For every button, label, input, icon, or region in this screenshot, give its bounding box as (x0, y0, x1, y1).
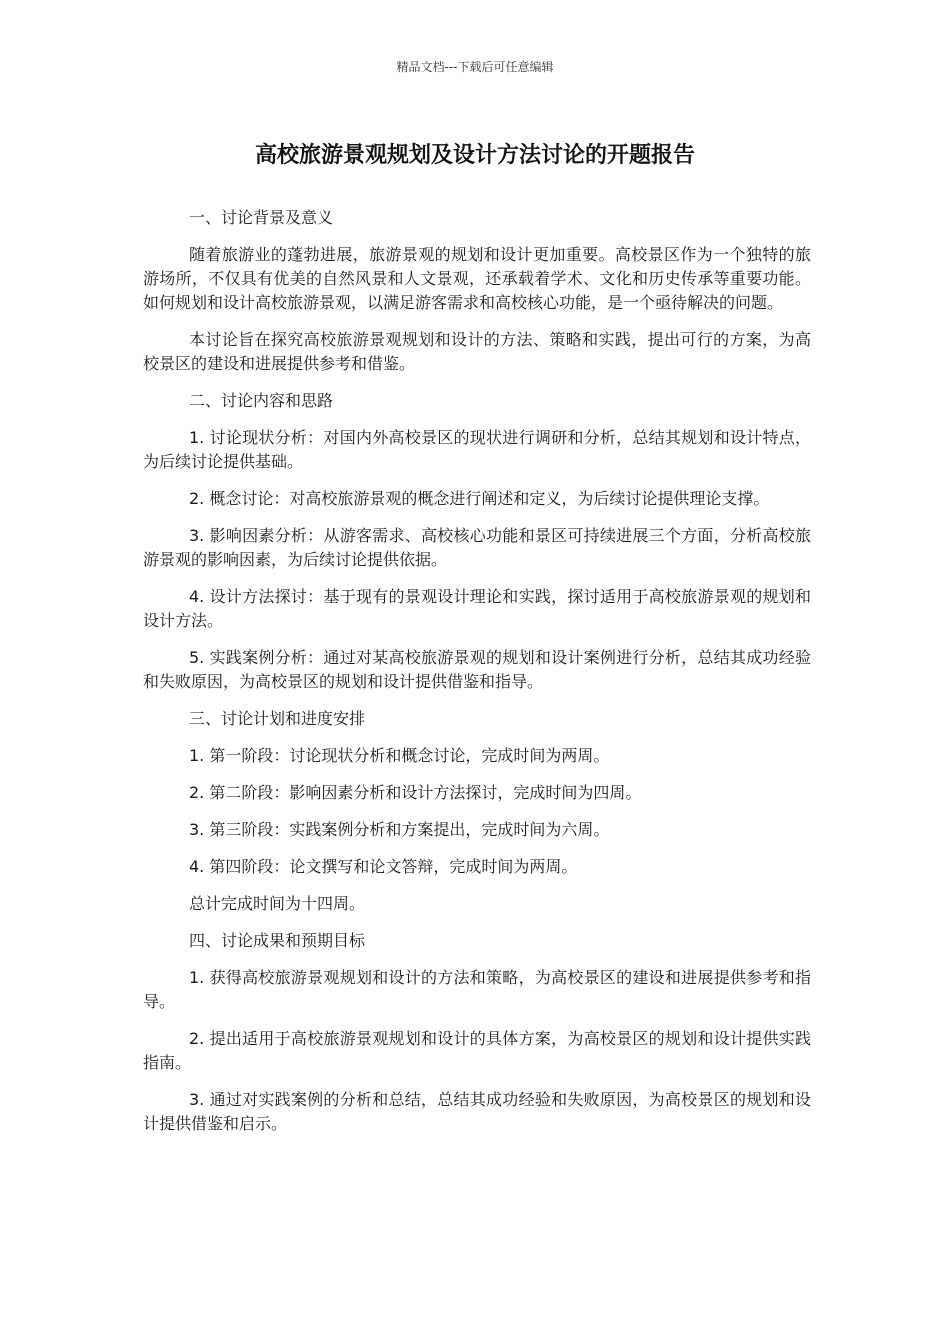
section-heading: 二、讨论内容和思路 (189, 391, 334, 410)
list-item: 2. 概念讨论：对高校旅游景观的概念进行阐述和定义，为后续讨论提供理论支撑。 (189, 489, 770, 508)
list-item: 1. 第一阶段：讨论现状分析和概念讨论，完成时间为两周。 (189, 746, 610, 765)
document-body (143, 206, 811, 1149)
list-item: 3. 第三阶段：实践案例分析和方案提出，完成时间为六周。 (189, 820, 610, 839)
list-item: 2. 提出适用于高校旅游景观规划和设计的具体方案，为高校景区的规划和设计提供实践指南。 (143, 1029, 811, 1072)
section-heading: 一、讨论背景及意义 (189, 208, 334, 227)
list-item: 2. 第二阶段：影响因素分析和设计方法探讨，完成时间为四周。 (189, 783, 642, 802)
list-item: 1. 讨论现状分析：对国内外高校景区的现状进行调研和分析，总结其规划和设计特点，为后续讨论提供基础。 (143, 428, 811, 471)
list-item: 5. 实践案例分析：通过对某高校旅游景观的规划和设计案例进行分析，总结其成功经验和失败原因，为高校景区的规划和设计提供借鉴和指导。 (143, 648, 811, 691)
list-item: 1. 获得高校旅游景观规划和设计的方法和策略，为高校景区的建设和进展提供参考和指导。 (143, 968, 811, 1011)
paragraph: 总计完成时间为十四周。 (189, 894, 366, 913)
paragraph: 本讨论旨在探究高校旅游景观规划和设计的方法、策略和实践，提出可行的方案，为高校景区的建设和进展提供参考和借鉴。 (143, 330, 811, 373)
document-title: 高校旅游景观规划及设计方法讨论的开题报告 (254, 143, 695, 168)
list-item: 3. 通过对实践案例的分析和总结，总结其成功经验和失败原因，为高校景区的规划和设计提供借鉴和启示。 (143, 1090, 811, 1133)
paragraph: 随着旅游业的蓬勃进展，旅游景观的规划和设计更加重要。高校景区作为一个独特的旅游场所，不仅具有优美的自然风景和人文景观，还承载着学术、文化和历史传承等重要功能。如何规划和设计高校旅游景观，以满足游客需求和高校核心功能，是一个亟待解决的问题。 (143, 245, 811, 312)
list-item: 3. 影响因素分析：从游客需求、高校核心功能和景区可持续进展三个方面，分析高校旅游景观的影响因素，为后续讨论提供依据。 (143, 526, 811, 569)
list-item: 4. 第四阶段：论文撰写和论文答辩，完成时间为两周。 (189, 857, 578, 876)
header-note: 精品文档---下载后可任意编辑 (396, 60, 554, 74)
list-item: 4. 设计方法探讨：基于现有的景观设计理论和实践，探讨适用于高校旅游景观的规划和设计方法。 (143, 587, 811, 630)
section-heading: 三、讨论计划和进度安排 (189, 709, 366, 728)
section-heading: 四、讨论成果和预期目标 (189, 931, 366, 950)
